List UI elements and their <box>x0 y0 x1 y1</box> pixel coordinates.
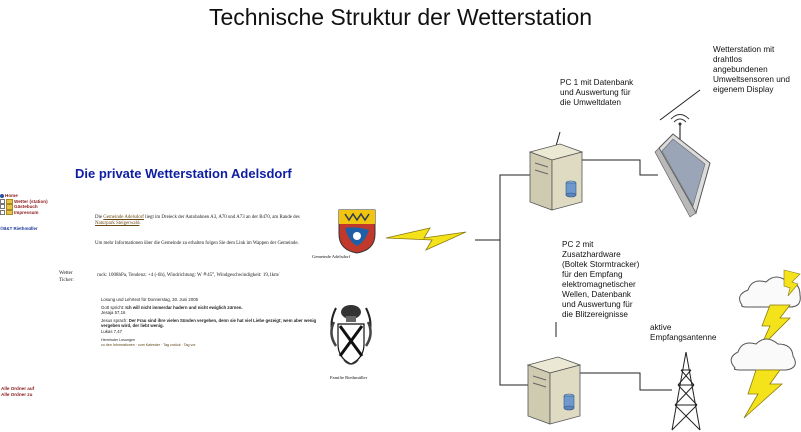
nav-item-impressum[interactable]: Impressum <box>0 210 62 216</box>
website-intro: Die Gemeinde Adelsdorf liegt im Dreieck der Autobahnen A3, A70 und A73 an der B470, am Rande des Naturpark Steigerwald. <box>95 215 300 227</box>
expand-all-link[interactable]: Alle Ordner auf <box>1 386 35 391</box>
label-antenna: aktive Empfangsantenne <box>650 323 717 342</box>
lightning-bolt-icon <box>386 228 466 250</box>
verse-links[interactable]: zu den Informationen · zum Kalender · Tag zurück · Tag vor <box>101 343 196 348</box>
coat-caption: Gemeinde Adelsdorf <box>312 254 351 259</box>
label-pc1: PC 1 mit Datenbank und Auswertung für die Umweltdaten <box>560 78 634 107</box>
line-pc1-station <box>578 160 658 175</box>
website-more-info: Um mehr Informationen über die Gemeinde zu erhalten folgen Sie dem Link im Wappen der Gemeinde. <box>95 241 299 246</box>
pc1-server-icon <box>530 144 582 210</box>
pc2-server-icon <box>528 357 580 424</box>
leader-station <box>660 90 700 120</box>
website-copyright: ©B&T Riethmüller <box>0 226 38 231</box>
antenna-tower-icon <box>672 352 700 430</box>
nav-item-wetter[interactable]: Wetter (station) <box>0 199 62 205</box>
collapse-all-link[interactable]: Alle Ordner zu <box>1 392 33 397</box>
nav-item-home[interactable]: Home <box>0 193 62 199</box>
link-naturpark-steigerwald[interactable]: Naturpark Steigerwald <box>95 221 140 227</box>
label-weather-station: Wetterstation mit drahtlos angebundenen Umweltsensoren und eigenem Display <box>713 45 790 94</box>
label-pc2: PC 2 mit Zusatzhardware (Boltek Stormtracker) für den Empfang elektromagnetischer Wellen, Datenbank und Auswertung für die Blitzereignisse <box>562 240 640 319</box>
line-to-pc2 <box>500 240 528 385</box>
nav-item-gaestebuch[interactable]: Gästebuch <box>0 204 62 210</box>
daily-verse: Losung und Lehrtext für Donnerstag, 30. Juni 2005 Gott spricht: Ich will nicht immerdar hadern und nicht ewiglich zürnen. Jesaja 57,16 Jesus sprach: Der Frau sind ihre vielen Sünden vergeben, denn sie hat viel Liebe gezeigt; wem aber wenig vergeben wird, der liebt wenig. Lukas 7,47 Herrnhuter Losungen zu den Informationen · zum Kalender · Tag zurück · Tag vor <box>101 297 321 349</box>
storm-cloud-bottom-icon <box>731 339 795 418</box>
weather-ticker: ruck: 1008hPa, Tendenz: +4 (-6h), Windrichtung: W ≙45°, Windgeschwindigkeit: 19,1km/ <box>97 273 280 278</box>
line-to-pc1 <box>475 175 530 240</box>
link-gemeinde-adelsdorf[interactable]: Gemeinde Adelsdorf <box>103 215 144 220</box>
family-caption: Familie Riethmüller <box>330 375 368 380</box>
ticker-label: Wetter Ticker: <box>59 270 74 283</box>
storm-cloud-top-icon <box>740 270 801 348</box>
website-title: Die private Wetterstation Adelsdorf <box>75 166 292 181</box>
page-title: Technische Struktur der Wetterstation <box>208 4 593 30</box>
line-pc2-antenna <box>578 373 672 390</box>
weather-station-display-icon <box>655 115 710 218</box>
